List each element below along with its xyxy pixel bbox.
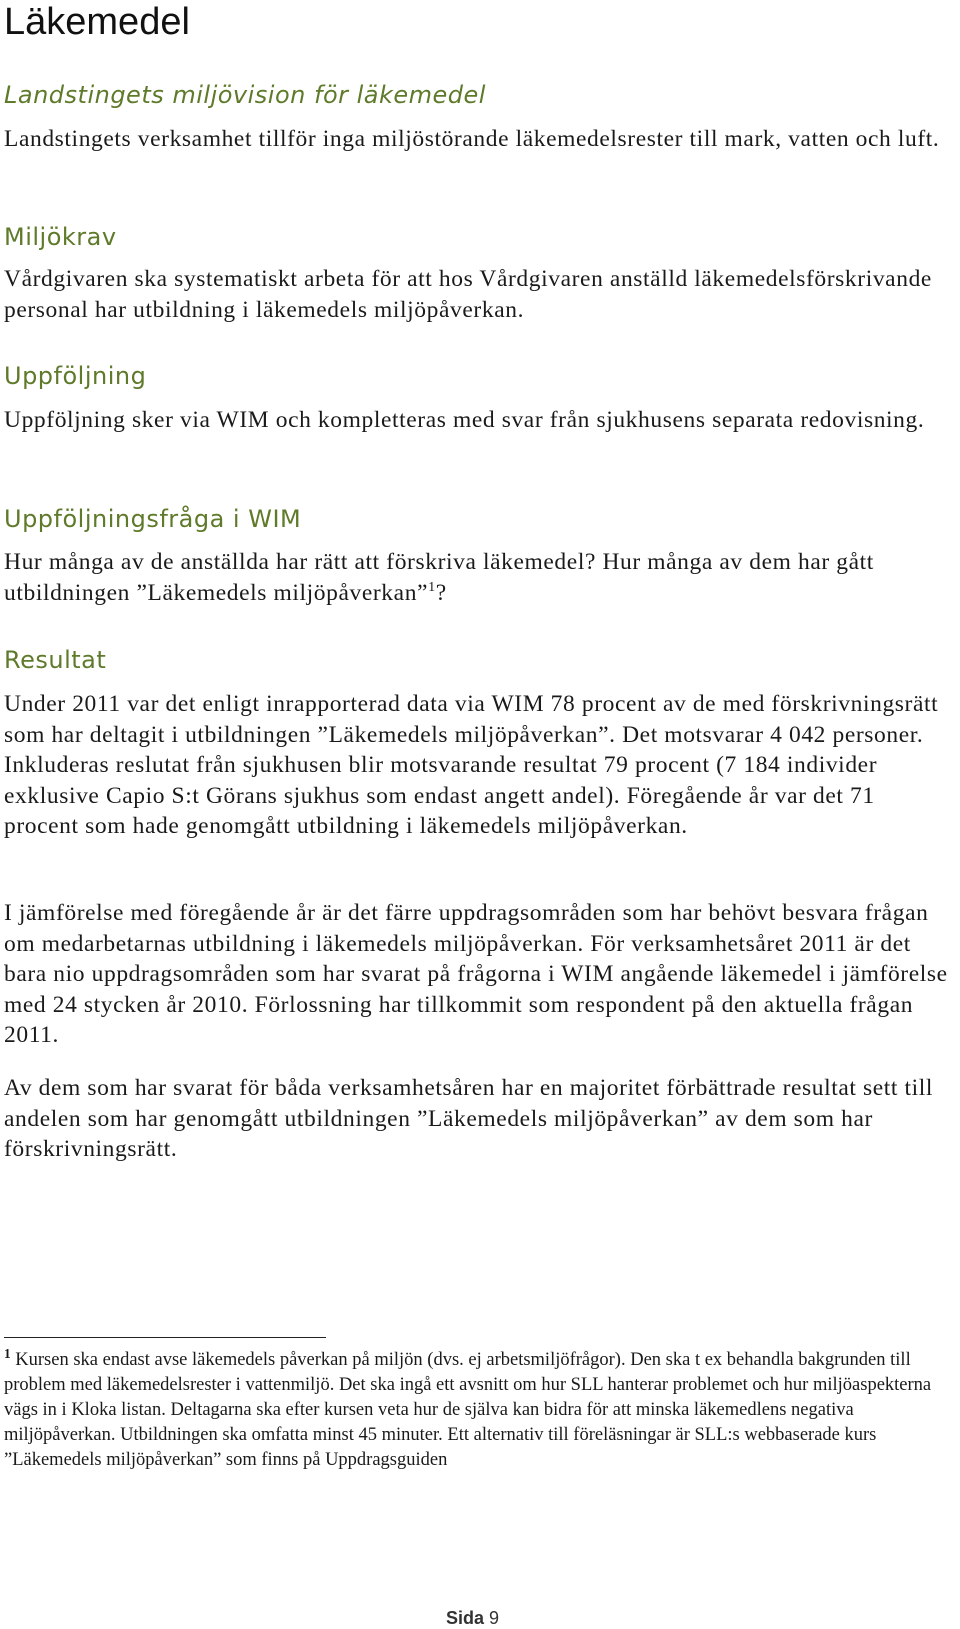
page-title: Läkemedel bbox=[4, 1, 190, 43]
footnote-separator bbox=[4, 1337, 326, 1338]
heading-miljokrav: Miljökrav bbox=[4, 223, 117, 251]
page-number bbox=[446, 1608, 499, 1628]
heading-miljovision: Landstingets miljövision för läkemedel bbox=[4, 81, 486, 109]
question-end: ? bbox=[435, 579, 447, 606]
heading-uppfoljning: Uppföljning bbox=[4, 362, 147, 390]
paragraph-resultat-1: Under 2011 var det enligt inrapporterad data via WIM 78 procent av de med förskrivningsrätt som har deltagit i utbildningen ”Läkemedels miljöpåverkan”. Det motsvarar 4 042 personer. Inkluderas reslutat från sjukhusen blir motsvarande resultat 79 procent (7 184 individer exklusive Capio S:t Görans sjukhus som endast angett andel). Föregående år var det 71 procent som hade genomgått utbildning i läkemedels miljöpåverkan. bbox=[4, 691, 939, 839]
paragraph-miljokrav: Vårdgivaren ska systematiskt arbeta för att hos Vårdgivaren anställd läkemedelsförskrivande personal har utbildning i läkemedels miljöpåverkan. bbox=[4, 266, 932, 323]
paragraph-resultat-3: Av dem som har svarat för båda verksamhetsåren har en majoritet förbättrade resultat sett till andelen som har genomgått utbildningen ”Läkemedels miljöpåverkan” av dem som har förskrivningsrätt. bbox=[4, 1075, 934, 1162]
heading-uppfoljningsfraga: Uppföljningsfråga i WIM bbox=[4, 505, 302, 533]
footnote-text: Kursen ska endast avse läkemedels påverkan på miljön (dvs. ej arbetsmiljöfrågor). Den ska t ex behandla bakgrunden till problem med läkemedelsrester i vattenmiljö. Det ska ingå ett avsnitt om hur SLL hanterar problemet och hur miljöaspekterna vägs in i Kloka listan. Deltagarna ska efter kursen veta hur de själva kan bidra för att minska läkemedlens negativa miljöpåverkan. Utbildningen ska omfatta minst 45 minuter. Ett alternativ till föreläsningar är SLL:s webbaserade kurs ”Läkemedels miljöpåverkan” som finns på Uppdragsguiden bbox=[4, 1350, 932, 1470]
paragraph-miljovision: Landstingets verksamhet tillför inga miljöstörande läkemedelsrester till mark, vatten och luft. bbox=[4, 126, 940, 152]
paragraph-resultat-2: I jämförelse med föregående år är det färre uppdragsområden som har behövt besvara frågan om medarbetarnas utbildning i läkemedels miljöpåverkan. För verksamhetsåret 2011 är det bara nio uppdragsområden som har svarat på frågorna i WIM angående läkemedel i jämförelse med 24 stycken år 2010. Förlossning har tillkommit som respondent på den aktuella frågan 2011. bbox=[4, 900, 948, 1048]
paragraph-uppfoljning: Uppföljning sker via WIM och kompletteras med svar från sjukhusens separata redovisning. bbox=[4, 407, 925, 433]
heading-resultat: Resultat bbox=[4, 646, 107, 674]
paragraph-uppfoljningsfraga bbox=[4, 547, 954, 608]
footnote-marker: 1 bbox=[4, 1345, 11, 1361]
page-number-label: Sida bbox=[446, 1608, 485, 1628]
footnote-reference[interactable]: 1 bbox=[428, 578, 436, 595]
footnote bbox=[4, 1345, 956, 1473]
page-number-value: 9 bbox=[489, 1608, 500, 1628]
question-text: Hur många av de anställda har rätt att förskriva läkemedel? Hur många av dem har gått utbildningen ”Läkemedels miljöpåverkan” bbox=[4, 549, 874, 606]
